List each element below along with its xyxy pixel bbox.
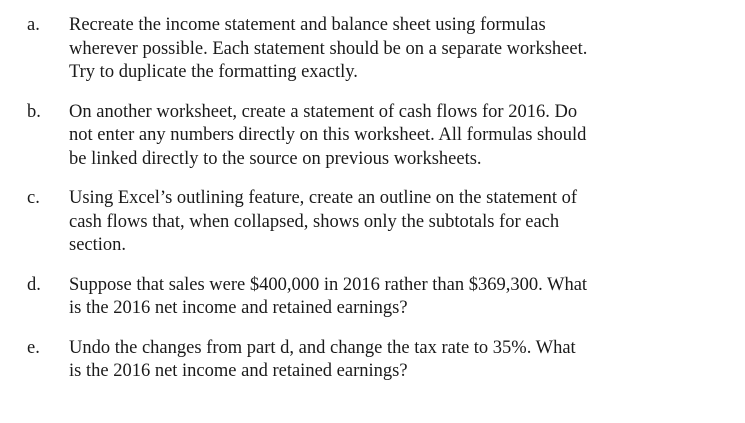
item-text [69, 14, 687, 85]
list-item-a [27, 14, 687, 85]
item-line: cash flows that, when collapsed, shows only the subtotals for each [69, 211, 560, 232]
item-marker: e. [27, 337, 40, 358]
item-line: Recreate the income statement and balance sheet using formulas [69, 15, 546, 35]
item-text [69, 187, 687, 258]
item-line: is the 2016 net income and retained earnings? [69, 298, 408, 318]
list-item-e [27, 337, 687, 384]
item-marker: c. [27, 188, 40, 208]
item-line: is the 2016 net income and retained earnings? [69, 361, 408, 381]
item-line: be linked directly to the source on previous worksheets. [69, 148, 482, 169]
item-line: Undo the changes from part d, and change the tax rate to 35%. What [69, 337, 576, 358]
item-text [69, 337, 687, 384]
item-line: Using Excel’s outlining feature, create an outline on the statement of [69, 188, 578, 208]
item-marker: a. [27, 15, 40, 35]
item-line: wherever possible. Each statement should be on a separate worksheet. [69, 38, 588, 59]
item-line: Try to duplicate the formatting exactly. [69, 62, 358, 82]
list-item-d [27, 274, 687, 321]
item-line: not enter any numbers directly on this worksheet. All formulas should [69, 125, 587, 145]
list-item-b [27, 101, 687, 172]
item-marker: b. [27, 101, 41, 122]
item-line: Suppose that sales were $400,000 in 2016 rather than $369,300. What [69, 274, 588, 295]
exercise-list [27, 14, 687, 384]
list-item-c [27, 187, 687, 258]
item-text [69, 101, 687, 172]
item-text [69, 274, 687, 321]
item-line: On another worksheet, create a statement of cash flows for 2016. Do [69, 101, 578, 122]
item-marker: d. [27, 274, 41, 295]
item-line: section. [69, 235, 127, 255]
